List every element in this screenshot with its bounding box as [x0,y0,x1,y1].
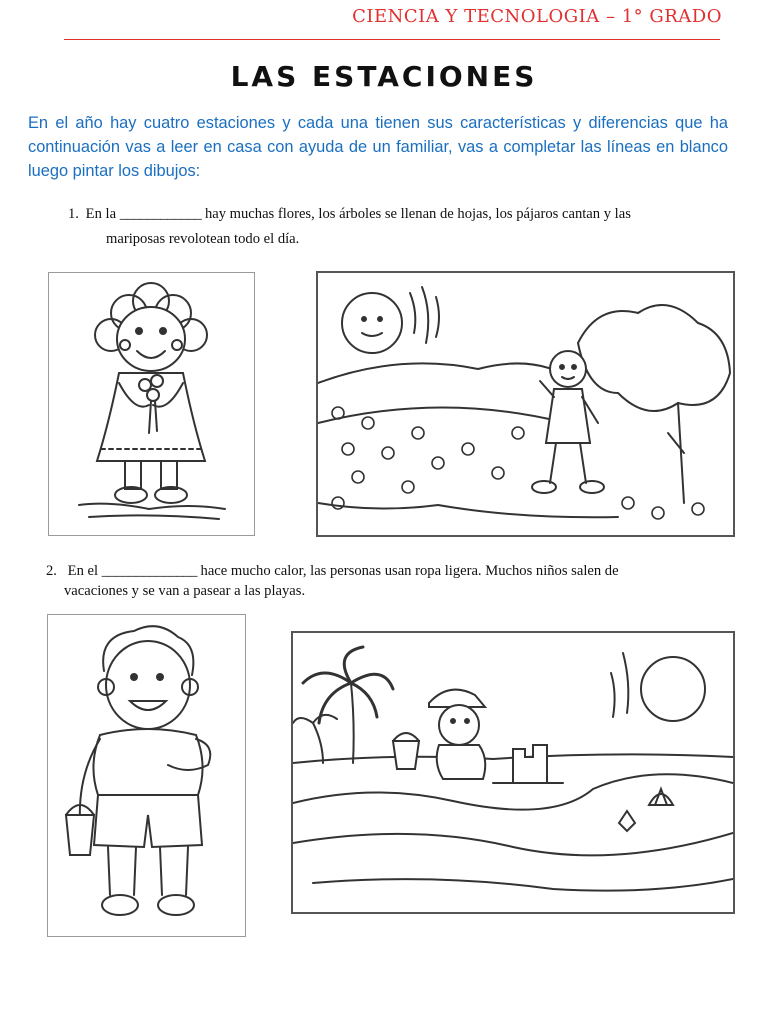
girl-holding-flowers-drawing [49,273,254,535]
page-title: LAS ESTACIONES [230,60,538,93]
question-2-number: 2. [46,563,57,579]
question-1 [68,202,722,252]
spring-landscape-picture [316,271,735,537]
beach-scene-drawing [293,633,733,912]
spring-garden-scene-drawing [318,273,733,535]
question-1-continuation: mariposas revolotean todo el día. [106,231,300,247]
summer-boy-picture [47,614,246,937]
question-2-continuation: vacaciones y se van a pasear a las playas. [64,583,306,599]
question-1-number: 1. [68,206,79,222]
question-2-lead: En el [67,563,99,579]
question-2-blank[interactable]: ______________ [101,563,197,579]
boy-with-bucket-drawing [48,615,245,936]
header-subject-grade [352,6,722,27]
header-divider [64,39,720,40]
question-1-lead: En la [85,206,117,222]
question-2-text: hace mucho calor, las personas usan ropa ligera. Muchos niños salen de [200,563,619,579]
header-subject: CIENCIA Y TECNOLOGIA [352,6,600,27]
question-1-text: hay muchas flores, los árboles se llenan de hojas, los pájaros cantan y las [204,206,631,222]
question-1-blank[interactable]: ____________ [119,206,202,222]
question-2 [46,561,722,601]
header-separator: – [599,6,622,27]
sun-icon [641,657,705,721]
sun-icon [342,293,402,353]
header-grade: 1° GRADO [621,6,722,27]
summer-beach-picture [291,631,735,914]
intro-paragraph: En el año hay cuatro estaciones y cada una tienen sus características y diferencias que ha continuación vas a leer en casa con ayuda de un familiar, vas a completar las líneas en blanco luego pintar los dibujos: [28,114,728,180]
spring-girl-picture [48,272,255,536]
